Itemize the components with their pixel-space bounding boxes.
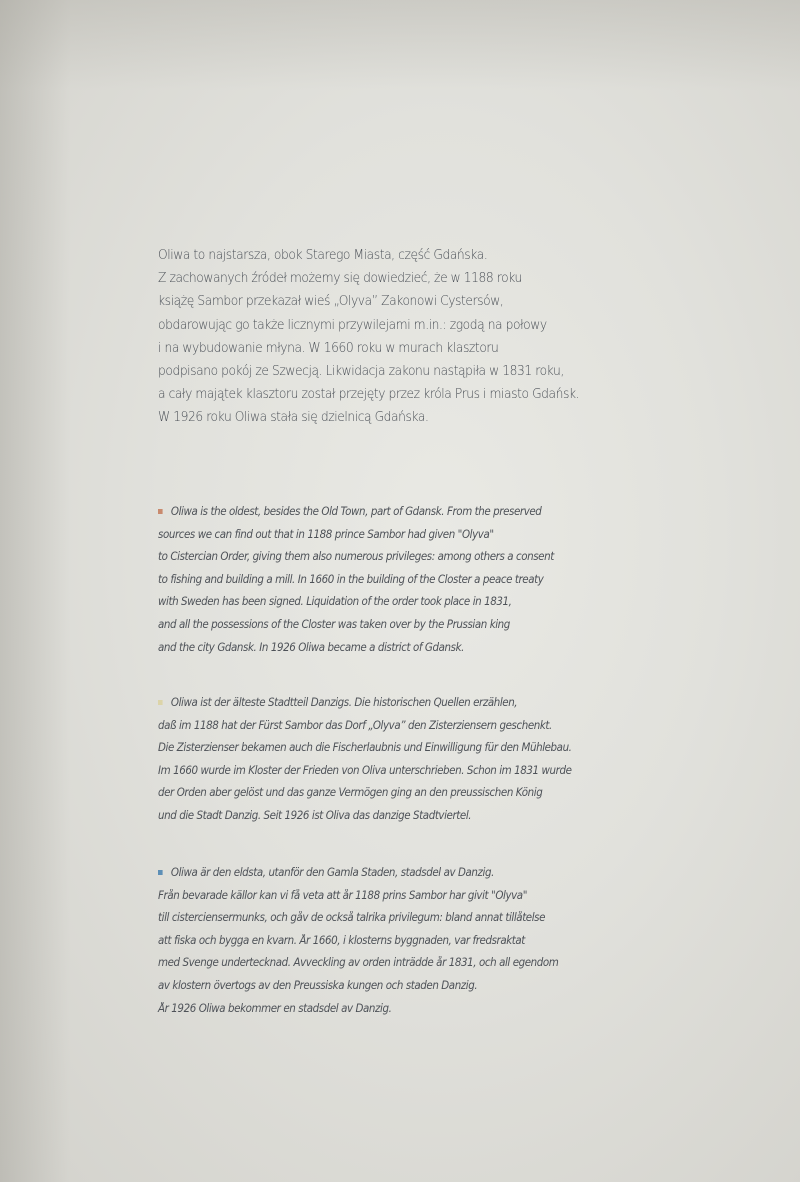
german-line: der Orden aber gelöst und das ganze Vermögen ging an den preussischen König bbox=[158, 786, 543, 800]
english-bullet-icon bbox=[158, 509, 163, 514]
polish-line: książę Sambor przekazał wieś „Olyva” Zakonowi Cystersów, bbox=[158, 294, 504, 310]
polish-line: a cały majątek klasztoru został przejęty przez króla Prus i miasto Gdańsk. bbox=[158, 387, 580, 403]
english-line: and all the possessions of the Closter was taken over by the Prussian king bbox=[158, 617, 510, 631]
board-shadow-left bbox=[0, 0, 70, 1182]
german-line-text: Oliwa ist der älteste Stadtteil Danzigs. Die historischen Quellen erzählen, bbox=[170, 696, 518, 709]
english-line: with Sweden has been signed. Liquidation of the order took place in 1831, bbox=[158, 595, 512, 609]
polish-paragraph bbox=[158, 244, 611, 430]
swedish-paragraph bbox=[158, 862, 593, 1020]
swedish-line-text: Oliwa är den eldsta, utanför den Gamla Staden, stadsdel av Danzig. bbox=[170, 866, 494, 879]
polish-line: i na wybudowanie młyna. W 1660 roku w murach klasztoru bbox=[158, 340, 499, 356]
swedish-line: År 1926 Oliwa bekommer en stadsdel av Danzig. bbox=[158, 1001, 392, 1015]
swedish-line: med Svenge undertecknad. Avveckling av orden inträdde år 1831, och all egendom bbox=[158, 956, 559, 970]
polish-line: podpisano pokój ze Szwecją. Likwidacja zakonu nastąpiła w 1831 roku, bbox=[158, 364, 564, 380]
german-line: Im 1660 wurde im Kloster der Frieden von Oliva unterschrieben. Schon im 1831 wurde bbox=[158, 763, 572, 777]
english-line: to fishing and building a mill. In 1660 in the building of the Closter a peace treaty bbox=[158, 572, 544, 586]
english-line: to Cistercian Order, giving them also numerous privileges: among others a consent bbox=[158, 550, 554, 564]
german-bullet-icon bbox=[158, 700, 163, 705]
swedish-line: av klostern övertogs av den Preussiska kungen och staden Danzig. bbox=[158, 978, 478, 992]
english-line: sources we can find out that in 1188 prince Sambor had given "Olyva" bbox=[158, 527, 494, 541]
swedish-line: att fiska och bygga en kvarn. År 1660, i klosterns byggnaden, var fredsraktat bbox=[158, 933, 525, 947]
german-line: und die Stadt Danzig. Seit 1926 ist Oliva das danzige Stadtviertel. bbox=[158, 808, 472, 822]
polish-line: Z zachowanych źródeł możemy się dowiedzieć, że w 1188 roku bbox=[158, 271, 522, 287]
polish-line: W 1926 roku Oliwa stała się dzielnicą Gdańska. bbox=[158, 410, 429, 426]
german-line bbox=[158, 692, 572, 715]
polish-line: Oliwa to najstarsza, obok Starego Miasta, część Gdańska. bbox=[158, 248, 488, 263]
english-paragraph bbox=[158, 501, 588, 659]
english-line-text: Oliwa is the oldest, besides the Old Town, part of Gdansk. From the preserved bbox=[170, 505, 542, 518]
swedish-line: Från bevarade källor kan vi få veta att år 1188 prins Sambor har givit "Olyva" bbox=[158, 888, 528, 902]
board-shadow-top bbox=[0, 0, 800, 90]
swedish-bullet-icon bbox=[158, 870, 163, 875]
english-line bbox=[158, 501, 554, 524]
german-paragraph bbox=[158, 692, 608, 828]
english-line: and the city Gdansk. In 1926 Oliwa became a district of Gdansk. bbox=[158, 640, 464, 654]
swedish-line bbox=[158, 862, 558, 885]
german-line: daß im 1188 hat der Fürst Sambor das Dorf „Olyva” den Zisterziensern geschenkt. bbox=[158, 718, 552, 732]
polish-line: obdarowując go także licznymi przywilejami m.in.: zgodą na połowy bbox=[158, 317, 547, 333]
swedish-line: till cisterciensermunks, och gåv de också talrika privilegum: bland annat tillåtelse bbox=[158, 911, 546, 925]
german-line: Die Zisterzienser bekamen auch die Fischerlaubnis und Einwilligung für den Mühlebau. bbox=[158, 741, 572, 755]
